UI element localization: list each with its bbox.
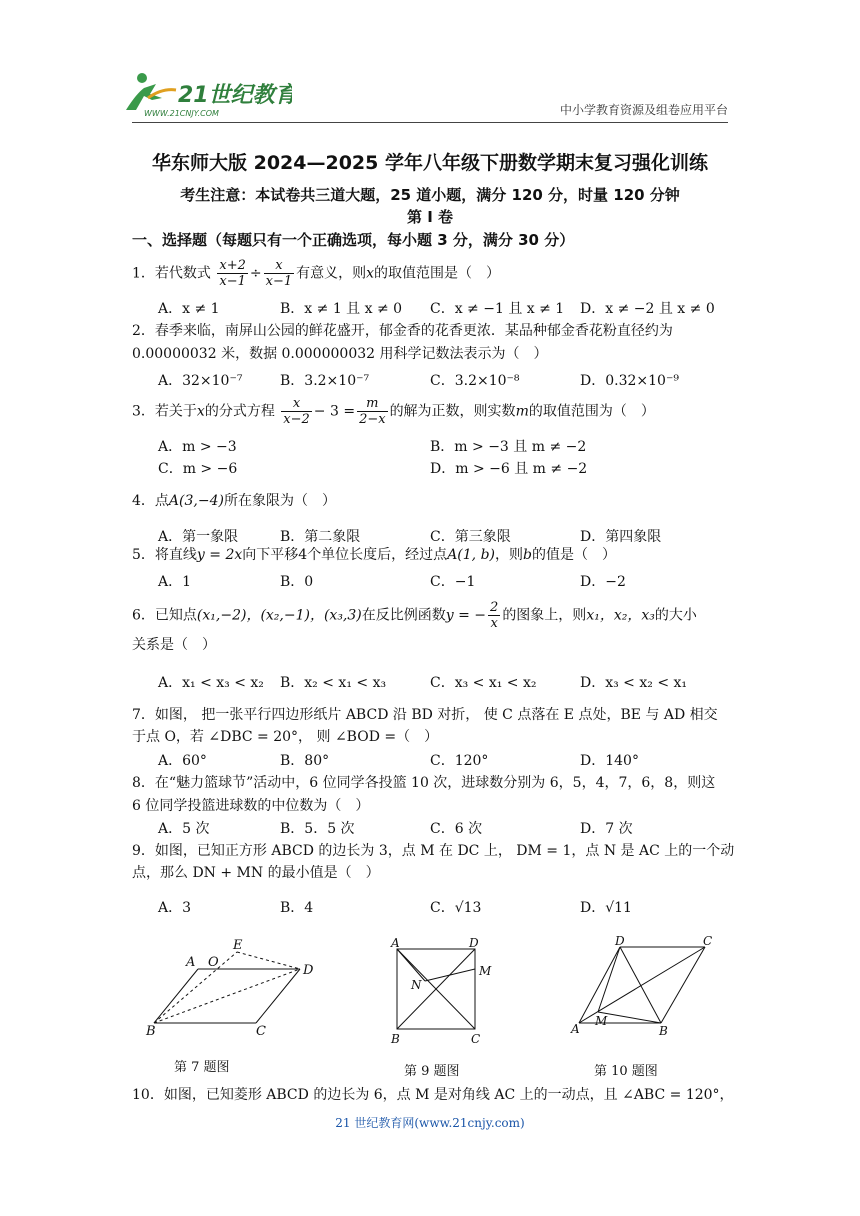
question-8-line2: 6 位同学投篮进球数的中位数为（ ） xyxy=(132,798,370,814)
option-c: C．6 次 xyxy=(430,821,483,837)
footer-link[interactable]: 21 世纪教育网(www.21cnjy.com) xyxy=(335,1116,525,1130)
svg-text:WWW.21CNJY.COM: WWW.21CNJY.COM xyxy=(144,109,219,118)
label-o: O xyxy=(208,955,219,970)
section-heading: 一、选择题（每题只有一个正确选项，每小题 3 分，满分 30 分） xyxy=(132,231,575,249)
label-b: B xyxy=(391,1032,400,1046)
fraction: $\frac{x}{x-2}$ xyxy=(283,396,310,427)
question-7: 7．如图， 把一张平行四边形纸片 ABCD 沿 BD 对折， 使 C 点落在 E 点处，BE 与 AD 相交 xyxy=(132,707,718,723)
option-d: D．x ≠ −2 且 x ≠ 0 xyxy=(580,301,715,317)
label-c: C xyxy=(256,1024,266,1039)
figure-9-caption: 第 9 题图 xyxy=(404,1064,460,1079)
label-m: M xyxy=(479,964,492,978)
option-a: A．x ≠ 1 xyxy=(158,301,220,317)
option-d: D．第四象限 xyxy=(580,529,662,545)
option-a: A．第一象限 xyxy=(158,529,239,545)
volume-heading: 第 I 卷 xyxy=(406,208,454,226)
figure-10-caption: 第 10 题图 xyxy=(594,1064,658,1079)
option-c: C．x ≠ −1 且 x ≠ 1 xyxy=(430,301,565,317)
label-n: N xyxy=(411,978,422,992)
question-2-line2: 0.00000032 米，数据 0.000000032 用科学记数法表示为（ ） xyxy=(132,346,548,362)
question-6: 6．已知点(x₁,−2)，(x₂,−1)，(x₃,3)在反比例函数y = − $\frac{2}{x}$ 的图象上，则x₁，x₂，x₃的大小 xyxy=(132,600,697,631)
figure-9 xyxy=(385,935,505,1050)
label-d: D xyxy=(303,963,314,978)
svg-text:21世纪教育: 21世纪教育 xyxy=(178,83,292,108)
fraction: $\frac{m}{2-x}$ xyxy=(359,396,386,427)
question-3: 3．若关于x的分式方程 $\frac{x}{x-2}$ − 3 = $\frac{m}{2-x}$ 的解为正数，则实数m的取值范围为（ ） xyxy=(132,396,655,427)
label-b: B xyxy=(659,1024,668,1038)
option-b: B．x₂ < x₁ < x₃ xyxy=(280,675,387,691)
label-m: M xyxy=(595,1014,608,1028)
fraction: $\frac{x+2}{x-1}$ xyxy=(219,258,246,289)
option-a: A．60° xyxy=(158,753,207,769)
option-a: A．m > −3 xyxy=(158,439,237,455)
option-d: D．√11 xyxy=(580,900,632,916)
label-c: C xyxy=(703,935,713,948)
figure-7-caption: 第 7 题图 xyxy=(174,1060,230,1075)
option-a: A．1 xyxy=(158,574,192,590)
question-9-line2: 点，那么 DN + MN 的最小值是（ ） xyxy=(132,865,380,881)
option-b: B．4 xyxy=(280,900,314,916)
option-c: C．x₃ < x₁ < x₂ xyxy=(430,675,537,691)
fraction: $\frac{2}{x}$ xyxy=(490,600,499,631)
label-b: B xyxy=(146,1024,156,1039)
header-divider xyxy=(132,122,728,123)
question-2: 2．春季来临，南屏山公园的鲜花盛开，郁金香的花香更浓．某品种郁金香花粉直径约为 xyxy=(132,323,673,339)
option-a: A．x₁ < x₃ < x₂ xyxy=(158,675,264,691)
option-c: C．第三象限 xyxy=(430,529,511,545)
option-d: D．0.32×10⁻⁹ xyxy=(580,373,679,389)
option-c: C．m > −6 xyxy=(158,461,238,477)
option-b: B．第二象限 xyxy=(280,529,361,545)
option-c: C．120° xyxy=(430,753,489,769)
option-d: D．7 次 xyxy=(580,821,633,837)
option-b: B．x ≠ 1 且 x ≠ 0 xyxy=(280,301,403,317)
site-logo xyxy=(122,70,292,120)
exam-notice: 考生注意：本试卷共三道大题，25 道小题，满分 120 分，时量 120 分钟 xyxy=(180,186,680,204)
question-8: 8．在“魅力篮球节”活动中，6 位同学各投篮 10 次，进球数分别为 6，5，4，7，6，8，则这 xyxy=(132,775,716,791)
label-a: A xyxy=(571,1022,580,1036)
option-b: B．m > −3 且 m ≠ −2 xyxy=(430,439,587,455)
option-a: A．32×10⁻⁷ xyxy=(158,373,243,389)
option-a: A．3 xyxy=(158,900,192,916)
question-10: 10．如图，已知菱形 ABCD 的边长为 6，点 M 是对角线 AC 上的一动点，且 ∠ABC = 120°， xyxy=(132,1087,734,1103)
option-c: C．3.2×10⁻⁸ xyxy=(430,373,520,389)
platform-name: 中小学教育资源及组卷应用平台 xyxy=(559,103,728,117)
option-d: D．140° xyxy=(580,753,639,769)
label-a: A xyxy=(391,936,400,950)
option-b: B．0 xyxy=(280,574,314,590)
option-b: B．80° xyxy=(280,753,330,769)
option-c: C．−1 xyxy=(430,574,476,590)
label-e: E xyxy=(233,938,243,953)
question-5: 5．将直线y = 2x向下平移4个单位长度后，经过点A(1, b)，则b的值是（ ） xyxy=(132,547,616,563)
option-b: B．3.2×10⁻⁷ xyxy=(280,373,370,389)
question-1: 1．若代数式 $\frac{x+2}{x-1}$ ÷ $\frac{x}{x-1}$ 有意义，则x的取值范围是（ ） xyxy=(132,258,501,289)
question-7-line2: 于点 O，若 ∠DBC = 20°， 则 ∠BOD =（ ） xyxy=(132,729,439,745)
label-d: D xyxy=(615,935,625,948)
fraction: $\frac{x}{x-1}$ xyxy=(265,258,293,289)
option-b: B．5．5 次 xyxy=(280,821,355,837)
label-d: D xyxy=(469,936,479,950)
option-d: D．−2 xyxy=(580,574,626,590)
question-4: 4．点A(3,−4)所在象限为（ ） xyxy=(132,493,336,509)
option-a: A．5 次 xyxy=(158,821,210,837)
option-c: C．√13 xyxy=(430,900,482,916)
figure-7 xyxy=(140,935,330,1040)
question-9: 9．如图，已知正方形 ABCD 的边长为 3，点 M 在 DC 上， DM = 1，点 N 是 AC 上的一个动 xyxy=(132,843,735,859)
question-6-line2: 关系是（ ） xyxy=(132,637,216,653)
label-a: A xyxy=(186,955,196,970)
figure-10 xyxy=(565,935,725,1040)
option-d: D．m > −6 且 m ≠ −2 xyxy=(430,461,588,477)
option-d: D．x₃ < x₂ < x₁ xyxy=(580,675,688,691)
page-title: 华东师大版 2024—2025 学年八年级下册数学期末复习强化训练 xyxy=(152,152,708,174)
label-c: C xyxy=(471,1032,481,1046)
